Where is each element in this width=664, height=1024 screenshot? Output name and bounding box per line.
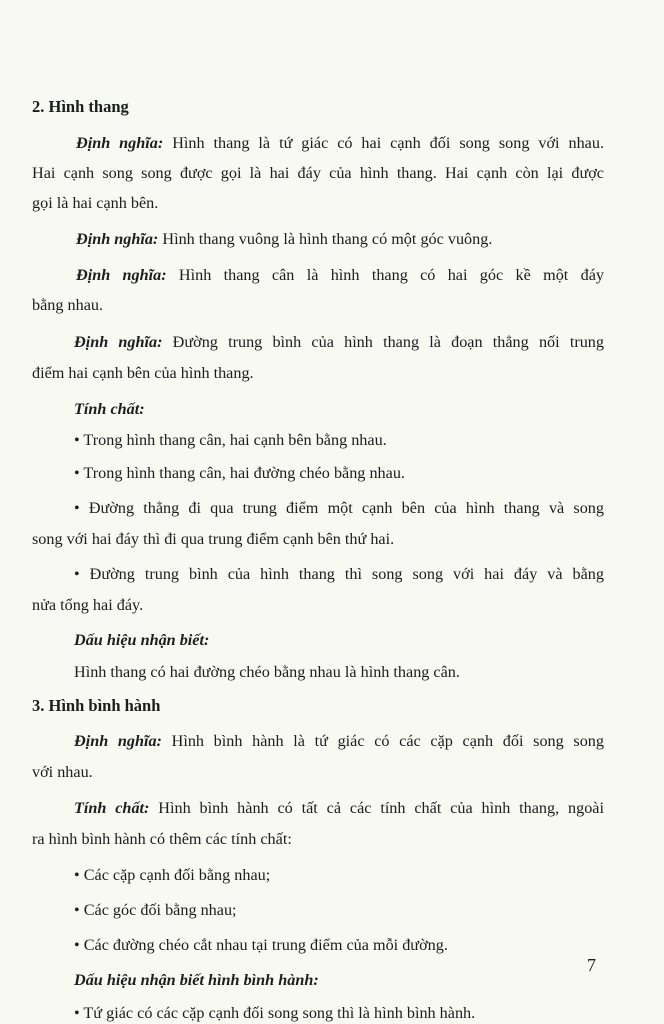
definition-right-trapezoid — [32, 228, 604, 250]
definition-text: Hình thang vuông là hình thang có một góc vuông. — [158, 230, 493, 248]
recognition-sign-label — [32, 629, 604, 651]
definition-text: Hình bình hành là tứ giác có các cặp cạnh đối song song — [161, 732, 604, 750]
recognition-sign-label — [32, 969, 604, 991]
definition-parallelogram — [32, 730, 604, 752]
properties-label-text: Tính chất: — [74, 400, 145, 418]
property-item: • Trong hình thang cân, hai đường chéo bằng nhau. — [74, 464, 405, 482]
page-number: 7 — [587, 955, 596, 975]
properties-parallelogram — [32, 797, 604, 819]
properties-text: Hình bình hành có tất cả các tính chất của hình thang, ngoài — [149, 799, 604, 817]
property-item: • Đường thẳng đi qua trung điểm một cạnh bên của hình thang và song — [74, 499, 604, 517]
definition-midline-continued: điểm hai cạnh bên của hình thang. — [32, 364, 254, 382]
properties-label — [32, 398, 604, 420]
property-item: • Trong hình thang cân, hai cạnh bên bằng nhau. — [74, 431, 387, 449]
property-item: • Các góc đối bằng nhau; — [74, 901, 237, 919]
properties-label-text: Tính chất: — [74, 799, 150, 817]
property-item-continued: nửa tổng hai đáy. — [32, 596, 144, 614]
property-item: • Các đường chéo cắt nhau tại trung điểm của mỗi đường. — [74, 936, 448, 954]
definition-text: Đường trung bình của hình thang là đoạn thẳng nối trung — [162, 333, 604, 351]
section-heading-parallelogram: 3. Hình bình hành — [32, 696, 161, 715]
definition-parallelogram-continued: với nhau. — [32, 763, 93, 781]
recognition-sign-label-text: Dấu hiệu nhận biết: — [74, 631, 210, 649]
recognition-sign-label-text: Dấu hiệu nhận biết hình bình hành: — [74, 971, 319, 989]
definition-midline — [32, 331, 604, 353]
definition-label: Định nghĩa: — [76, 266, 167, 284]
property-item: • Các cặp cạnh đối bằng nhau; — [74, 866, 271, 884]
definition-label: Định nghĩa: — [76, 134, 164, 152]
definition-isosceles-trapezoid-continued: bằng nhau. — [32, 296, 104, 314]
definition-text: Hình thang cân là hình thang có hai góc kề một đáy — [166, 266, 604, 284]
recognition-sign-item: • Tứ giác có các cặp cạnh đối song song thì là hình bình hành. — [74, 1004, 476, 1022]
recognition-sign-text: Hình thang có hai đường chéo bằng nhau là hình thang cân. — [74, 663, 460, 681]
properties-parallelogram-continued: ra hình bình hành có thêm các tính chất: — [32, 830, 292, 848]
property-item-continued: song với hai đáy thì đi qua trung điểm cạnh bên thứ hai. — [32, 530, 395, 548]
definition-isosceles-trapezoid — [32, 264, 604, 286]
property-item: • Đường trung bình của hình thang thì song song với hai đáy và bằng — [74, 565, 604, 583]
section-heading-trapezoid: 2. Hình thang — [32, 97, 129, 116]
definition-label: Định nghĩa: — [74, 333, 163, 351]
definition-trapezoid-continued-2: gọi là hai cạnh bên. — [32, 194, 159, 212]
definition-text: Hình thang là tứ giác có hai cạnh đối song song với nhau. — [163, 134, 604, 152]
definition-label: Định nghĩa: — [74, 732, 162, 750]
definition-trapezoid — [32, 132, 604, 154]
definition-trapezoid-continued: Hai cạnh song song được gọi là hai đáy của hình thang. Hai cạnh còn lại được — [32, 164, 604, 182]
definition-label: Định nghĩa: — [76, 230, 159, 248]
